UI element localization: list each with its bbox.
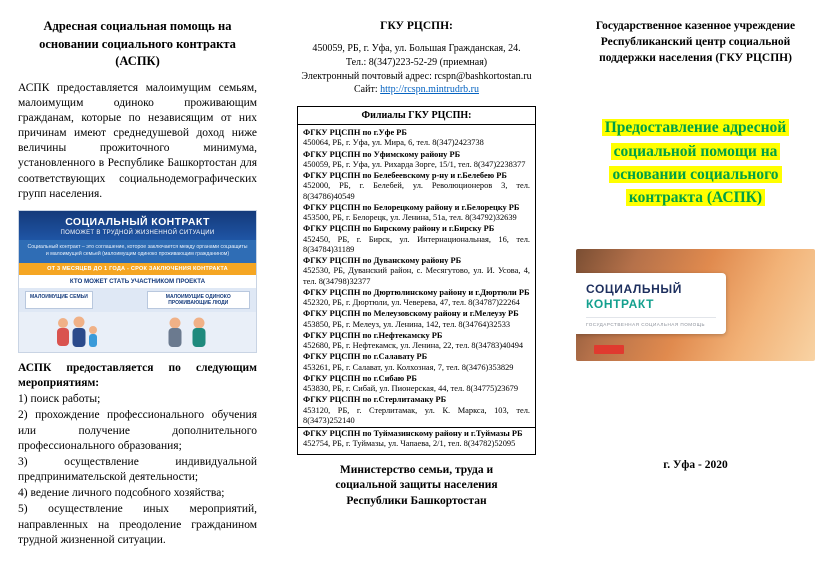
banner-label-families: МАЛОИМУЩИЕ СЕМЬИ [25,291,93,309]
branch-address: 453830, РБ, г. Сибай, ул. Пионерская, 44, тел. 8(34775)23679 [303,384,519,394]
branches-list [303,128,530,450]
site-link[interactable]: http://rcspn.mintrudrb.ru [380,84,479,96]
branch-name: ФГКУ РЦСПН по г.Нефтекамску РБ [303,330,443,340]
banner-subtitle: ПОМОЖЕТ В ТРУДНОЙ ЖИЗНЕННОЙ СИТУАЦИИ [60,229,215,236]
branch-entry [303,224,530,255]
branch-address: 452754, РБ, г. Туймазы, ул. Чапаева, 2/1, тел. 8(34782)52095 [303,439,516,449]
address-line: 450059, РБ, г. Уфа, ул. Большая Гражданская, 24. [312,43,521,54]
panel-left [18,16,257,568]
social-contract-photo [576,249,815,361]
branch-address: 452680, РБ, г. Нефтекамск, ул. Ленина, 22, тел. 8(34783)40494 [303,341,524,351]
branch-address: 450059, РБ, г. Уфа, ул. Рихарда Зорге, 15/1, тел. 8(347)2238377 [303,159,526,169]
left-intro-paragraph: АСПК предоставляется малоимущим семьям, малоимущим одиноко проживающим гражданам, которые по независящим от них причинам имеют среднедушевой доход ниже величины прожиточного минимума, установленного в Республике Башкортостан для соответствующих социальнодемографических групп населения. [18,81,257,200]
branch-entry [298,427,535,450]
photo-card [576,273,726,334]
banner-description: Социальный контракт – это соглашение, которое заключается между органами соцзащиты и малоимущей семьей (малоимущим одиноко проживающим гражданином) [19,240,256,263]
branch-name: ФГКУ РЦСПН по Уфимскому району РБ [303,149,461,159]
banner-who-bar: КТО МОЖЕТ СТАТЬ УЧАСТНИКОМ ПРОЕКТА [19,275,256,288]
branch-name: ФГКУ РЦСПН по г.Стерлитамаку РБ [303,395,447,405]
photo-title-line1: СОЦИАЛЬНЫЙ [586,282,682,297]
measure-item: 1) поиск работы; [18,393,101,406]
branch-entry [303,309,530,330]
measure-item: 4) ведение личного подсобного хозяйства; [18,487,225,500]
contact-block [297,42,536,97]
banner-labels-row [19,288,256,312]
measures-heading: АСПК предоставляется по следующим мероприятиям: [18,361,257,390]
org-title: Государственное казенное учреждение Республиканский центр социальной поддержки населения (ГКУ РЦСПН) [595,20,796,65]
social-contract-banner [18,210,257,353]
family-figures-icon [33,314,243,352]
left-title: Адресная социальная помощь на основании социального контракта (АСПК) [39,19,236,68]
photo-title-line2: КОНТРАКТ [586,297,655,312]
branch-name: ФГКУ РЦСПН по Туймазинскому району и г.Туймазы РБ [303,429,523,439]
address-line: Тел.: 8(347)223-52-29 (приемная) [345,56,488,68]
banner-label-single-people: МАЛОИМУЩИЕ ОДИНОКО ПРОЖИВАЮЩИЕ ЛЮДИ [147,291,251,309]
branch-name: ФГКУ РЦСПН по Дюртюлинскому району и г.Дюртюли РБ [303,287,530,297]
main-title-text: Предоставление адресной социальной помощи на основании социального контракта (АСПК) [602,119,790,206]
photo-caption: ГОСУДАРСТВЕННАЯ СОЦИАЛЬНАЯ ПОМОЩЬ [586,317,716,327]
branch-name: ФГКУ РЦСПН по г.Сибаю РБ [303,373,417,383]
city-year-footer: г. Уфа - 2020 [663,459,728,472]
branch-address: 452000, РБ, г. Белебей, ул. Революционеров 3, тел. 8(34786)40549 [303,181,530,201]
site-label: Сайт: [354,84,381,96]
branch-name: ФГКУ РЦСПН по Бирскому району и г.Бирску РБ [303,224,495,234]
branch-entry [303,150,530,171]
branch-name: ФГКУ РЦСПН по Белебеевскому р-ну и г.Белебею РБ [303,171,507,181]
address-line: Электронный почтовый адрес: rcspn@bashkortostan.ru [301,70,532,82]
branch-name: ФГКУ РЦСПН по Белорецкому району и г.Белорецку РБ [303,202,520,212]
branches-box [297,106,536,455]
measure-item: 3) осуществление индивидуальной предпринимательской деятельности; [18,455,257,484]
measure-item: 5) осуществление иных мероприятий, направленных на преодоление гражданином трудной жизненной ситуации. [18,503,257,546]
branch-entry [303,256,530,287]
banner-term-bar: ОТ 3 МЕСЯЦЕВ ДО 1 ГОДА - СРОК ЗАКЛЮЧЕНИЯ КОНТРАКТА [19,263,256,275]
branch-entry [303,288,530,309]
branch-address: 452530, РБ, Дуванский район, с. Месягутово, ул. И. Усова, 4, тел. 8(34798)32377 [303,266,530,286]
branch-name: ФГКУ РЦСПН по Мелеузовскому району и г.Мелеузу РБ [303,309,519,319]
branch-entry [303,171,530,202]
branch-name: ФГКУ РЦСПН по Дуванскому району РБ [303,256,462,266]
branch-entry [303,128,530,149]
measures-list [18,392,257,548]
gku-header: ГКУ РЦСПН: [380,20,453,32]
branch-entry [303,331,530,352]
branch-entry [303,203,530,224]
measure-item: 2) прохождение профессионального обучения или получение дополнительного профессионального образования; [18,409,257,452]
site-line [297,83,536,97]
branch-address: 450064, РБ, г. Уфа, ул. Мира, 6, тел. 8(347)2423738 [303,138,484,148]
branch-name: ФГКУ РЦСПН по г.Уфе РБ [303,128,407,138]
branch-address: 453850, РБ, г. Мелеуз, ул. Ленина, 142, тел. 8(34764)32533 [303,319,511,329]
branch-address: 453261, РБ, г. Салават, ул. Колхозная, 7, тел. 8(3476)353829 [303,362,514,372]
panel-middle [297,16,536,568]
panel-right [576,16,815,568]
branch-address: 453120, РБ, г. Стерлитамак, ул. К. Маркса, 103, тел. 8(3473)252140 [303,405,530,425]
branch-entry [303,352,530,373]
ministry-footer: Министерство семьи, труда и социальной защиты населения Республики Башкортостан [335,463,498,507]
branches-title: Филиалы ГКУ РЦСПН: [298,110,535,125]
branch-address: 453500, РБ, г. Белорецк, ул. Ленина, 51а, тел. 8(34792)32639 [303,213,517,223]
branch-name: ФГКУ РЦСПН по г.Салавату РБ [303,352,428,362]
branch-address: 452320, РБ, г. Дюртюли, ул. Чеверева, 47, тел. 8(34787)22264 [303,298,520,308]
family-illustration [19,312,256,352]
address-lines [297,42,536,83]
branch-address: 452450, РБ, г. Бирск, ул. Интернациональная, 16, тел. 8(34784)31189 [303,234,530,254]
branch-entry [303,374,530,395]
red-accent-bar [594,345,624,354]
branch-entry [303,395,530,426]
banner-header [19,211,256,240]
main-title [576,116,815,209]
banner-title: СОЦИАЛЬНЫЙ КОНТРАКТ [65,215,210,228]
